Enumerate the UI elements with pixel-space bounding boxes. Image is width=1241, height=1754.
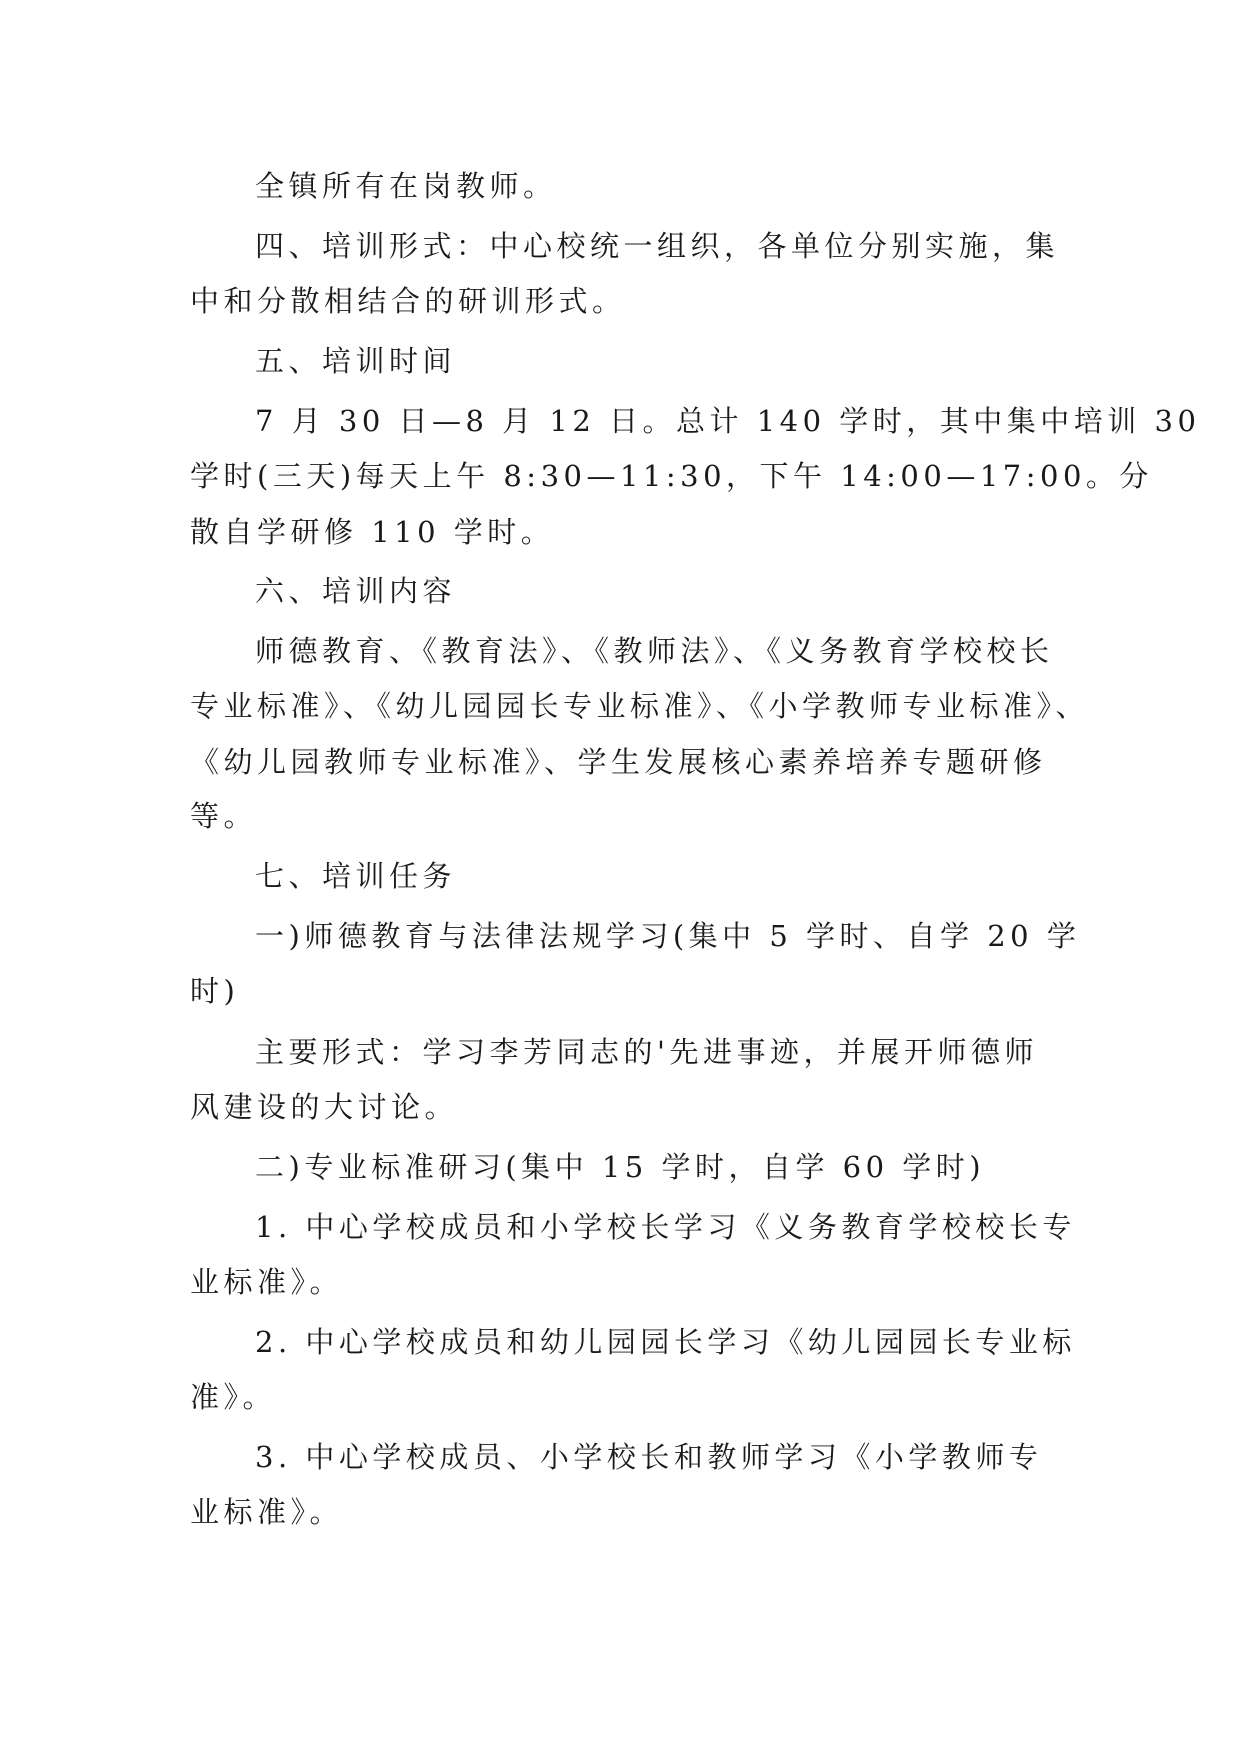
text-line: 时): [190, 974, 240, 1008]
text-line: 五、培训时间: [255, 344, 457, 378]
text-line: 3. 中心学校成员、小学校长和教师学习《小学教师专: [255, 1440, 1043, 1474]
text-line: 2. 中心学校成员和幼儿园园长学习《幼儿园园长专业标: [255, 1325, 1076, 1359]
text-line: 全镇所有在岗教师。: [255, 169, 557, 203]
text-line: 一)师德教育与法律法规学习(集中 5 学时、自学 20 学: [255, 919, 1081, 953]
text-line: 六、培训内容: [255, 574, 457, 608]
text-line: 散自学研修 110 学时。: [190, 515, 555, 549]
text-line: 中和分散相结合的研训形式。: [190, 284, 626, 318]
text-line: 业标准》。: [190, 1265, 344, 1299]
text-line: 学时(三天)每天上午 8:30—11:30，下午 14:00—17:00。分: [190, 459, 1153, 493]
text-line: 7 月 30 日—8 月 12 日。总计 140 学时，其中集中培训 30: [255, 404, 1201, 438]
text-line: 主要形式：学习李芳同志的'先进事迹，并展开师德师: [255, 1035, 1038, 1069]
text-line: 等。: [190, 799, 258, 833]
text-line: 师德教育、《教育法》、《教师法》、《义务教育学校校长: [255, 634, 1054, 668]
text-line: 1. 中心学校成员和小学校长学习《义务教育学校校长专: [255, 1210, 1076, 1244]
text-line: 专业标准》、《幼儿园园长专业标准》、《小学教师专业标准》、: [190, 689, 1090, 723]
text-line: 二)专业标准研习(集中 15 学时，自学 60 学时): [255, 1150, 986, 1184]
text-line: 准》。: [190, 1380, 277, 1414]
text-line: 四、培训形式：中心校统一组织，各单位分别实施，集: [255, 229, 1060, 263]
text-line: 七、培训任务: [255, 859, 457, 893]
text-line: 《幼儿园教师专业标准》、学生发展核心素养培养专题研修: [190, 745, 1047, 779]
text-line: 业标准》。: [190, 1495, 344, 1529]
text-line: 风建设的大讨论。: [190, 1090, 459, 1124]
